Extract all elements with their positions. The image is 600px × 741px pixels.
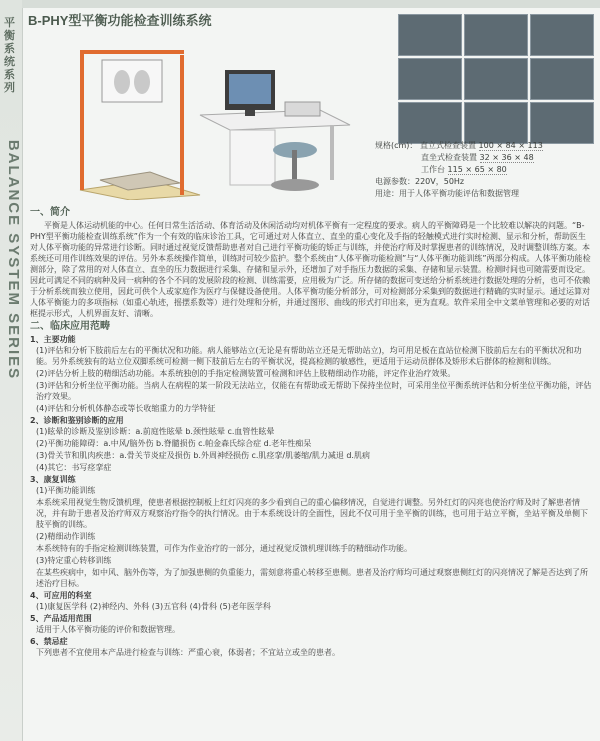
list-item: 下列患者不宜使用本产品进行检查与训练：严重心衰，体弱者；不宜站立或坐的患者。 bbox=[36, 648, 340, 657]
series-name-cn: 平衡系统系列 bbox=[4, 16, 15, 94]
spec-block bbox=[375, 140, 595, 200]
screenshot-thumb bbox=[398, 14, 462, 56]
list-item: (2)平衡功能障碍：a.中风/脑外伤 b.脊髓损伤 c.帕金森氏综合症 d.老年性痴呆 bbox=[36, 439, 312, 448]
product-illustration bbox=[30, 30, 360, 200]
section-title: 一、简介 bbox=[30, 207, 70, 218]
subsection-title: 2、诊断和鉴别诊断的应用 bbox=[30, 416, 124, 425]
list-item: (3)骨关节和肌肉疾患：a.骨关节炎症及损伤 b.外周神经损伤 c.肌痉挛/肌萎缩/肌力减退 d.肌病 bbox=[36, 451, 370, 460]
page-title: B-PHY型平衡功能检查训练系统 bbox=[28, 13, 212, 28]
intro-paragraph: 平衡是人体运动机能的中心。任何日常生活活动、体育活动及休闲活动均对机体平衡有一定程度的要求。病人的平衡障碍是一个比较难以解决的问题。“B-PHY型平衡功能检查训练系统”作为一个有效的临床诊治工具，它可通过对人体直立、直坐的重心变化及手指的轻触模式进行实时检测、显示和分析，帮助医生对人体平衡功能的异常进行诊断。同时通过视觉反馈帮助患者对自己进行平衡功能的矫正与训练，并使治疗师及时掌握患者的训练情况，及时调整训练方案。本系统还可用作训练效果的评估。另外本系统操作简单，训练时可较少监护。整个系统由“人体平衡功能检测”与“人体平衡功能训练”两部分构成。人体平衡功能检测部分，除了常用的对人体直立、直坐的压力数据进行采集、存储和显示外，还增加了对手指压力数据的采集、存储和显示装置。检测时间也可随需要而设定。因此可满足不同的病种及同一病种的各个不同的发展阶段的检测、训练需要，应用极为广泛。所存储的数据可变送给分析系统进行数据处理的分析，也可不依赖于分析系统而独立使用，因此可供个人或家庭作为医疗与保健设备使用。人体平衡功能分析部分，可对检测部分采集到的数据进行精确的实时显示。通过运算对人体平衡能力的多项指标（如重心轨迹，摇摆系数等）进行处理和分析，并通过图形、曲线的形式打印出来，更为直观。软件采用全中文菜单管理和必要的对话框提示形式，人机界面友好、清晰。 bbox=[30, 221, 591, 318]
footprint-left bbox=[114, 70, 130, 94]
screenshot-thumb bbox=[530, 58, 594, 100]
section-title: 二、临床应用范畴 bbox=[30, 321, 110, 332]
desk-leg bbox=[330, 125, 334, 180]
screenshot-thumb bbox=[530, 102, 594, 144]
series-name-en: BALANCE SYSTEM SERIES bbox=[5, 139, 22, 381]
printer bbox=[285, 102, 320, 116]
list-item: 在某些疾病中，如中风、脑外伤等，为了加强患侧的负重能力，需刻意将重心转移至患侧。患者及治疗师均可通过观察患侧红灯的闪亮情况了解是否达到了所述治疗目标。 bbox=[36, 568, 588, 588]
list-item: (3)评估和分析坐位平衡功能。当病人在病程的某一阶段无法站立，仅能在有帮助或无帮助下保持坐位时，可采用坐位平衡系统评估和分析坐位平衡功能，评估治疗效果。 bbox=[36, 381, 592, 401]
frame-post-right bbox=[180, 55, 184, 195]
chair-post bbox=[292, 150, 297, 180]
frame-post-left bbox=[80, 50, 84, 190]
spec-row bbox=[375, 140, 595, 152]
spec-label: 直坐式检查装置 bbox=[421, 153, 477, 162]
spec-value: 32 × 36 × 48 bbox=[479, 153, 534, 162]
screenshot-thumb bbox=[530, 14, 594, 56]
subsection-title: 5、产品适用范围 bbox=[30, 614, 92, 623]
monitor-screen bbox=[229, 74, 271, 104]
subsection-title: 4、可应用的科室 bbox=[30, 591, 92, 600]
list-item: 适用于人体平衡功能的评价和数据管理。 bbox=[36, 625, 180, 634]
monitor-stand bbox=[245, 110, 255, 116]
control-panel bbox=[102, 60, 162, 102]
list-item: (1)评估和分析下肢前后左右的平衡状况和功能。病人能够站立(无论是有帮助站立还是无帮助站立)，均可用足板在直站位检测下肢前后左右的平衡状况和功能。另外系统独有的站立位双脚系统可检测一侧下肢前后左右的平衡状况，提高检测的敏感性，更适用于运动员群体及矫形术后群体的检测和训练。 bbox=[36, 346, 582, 366]
chair-base bbox=[271, 179, 319, 191]
screenshot-thumb bbox=[398, 102, 462, 144]
list-item: (1)康复医学科 (2)神经内、外科 (3)五官科 (4)骨科 (5)老年医学科 bbox=[36, 602, 271, 611]
list-item: 本系统特有的手指定检测训练装置，可作为作业治疗的一部分，通过视觉反馈机理训练手的精细动作功能。 bbox=[36, 544, 412, 553]
list-item: 本系统采用视觉生物反馈机理，使患者根据控制板上红灯闪亮的多少看到自己的重心偏移情况，自觉进行调整。另外红灯的闪亮也使治疗师及时了解患者情况，并有助于患者及治疗师双方观察治疗指令的执行情况。由于本系统设计的全面性，因此不仅可用于坐平衡的训练，也可用于站立平衡，坐站平衡及单侧下肢平衡的训练。 bbox=[36, 498, 588, 529]
spec-label: 工作台 bbox=[421, 165, 445, 174]
screenshot-thumb bbox=[464, 102, 528, 144]
spec-value: 100 × 84 × 113 bbox=[478, 141, 543, 150]
software-screenshots bbox=[398, 14, 594, 144]
list-item: (1)眩晕的诊断及鉴别诊断：a.前庭性眩晕 b.颈性眩晕 c.血管性眩晕 bbox=[36, 427, 275, 436]
spec-row bbox=[375, 152, 595, 164]
frame-bar-top bbox=[80, 50, 184, 54]
subsection-title: 1、主要功能 bbox=[30, 335, 76, 344]
list-item: (1)平衡功能训练 bbox=[36, 486, 96, 495]
header-band bbox=[22, 0, 600, 8]
list-item: (3)特定重心转移训练 bbox=[36, 556, 112, 565]
desk-cabinet bbox=[230, 130, 275, 185]
list-item: (4)评估和分析机体静态或等长收缩重力的力学特征 bbox=[36, 404, 216, 413]
footprint-right bbox=[134, 70, 150, 94]
screenshot-thumb bbox=[464, 58, 528, 100]
desk-top bbox=[200, 110, 350, 130]
list-item: (2)评估分析上肢的精细活动功能。本系统独创的手指定检测装置可检测和评估上肢精细动作功能，评定作业治疗效果。 bbox=[36, 369, 456, 378]
main-content bbox=[30, 205, 592, 659]
screenshot-thumb bbox=[398, 58, 462, 100]
spec-label: 直立式检查装置 bbox=[419, 141, 476, 150]
spec-size-label: 规格(cm)： bbox=[375, 141, 418, 150]
spec-power: 电源参数：220V，50Hz bbox=[375, 177, 465, 186]
list-item: (4)其它：书写痉挛症 bbox=[36, 463, 112, 472]
list-item: (2)精细动作训练 bbox=[36, 532, 96, 541]
spec-usage: 用途：用于人体平衡功能评估和数据管理 bbox=[375, 189, 519, 198]
subsection-title: 6、禁忌症 bbox=[30, 637, 68, 646]
spec-row bbox=[375, 164, 595, 176]
spec-value: 115 × 65 × 80 bbox=[447, 165, 507, 174]
subsection-title: 3、康复训练 bbox=[30, 475, 76, 484]
screenshot-thumb bbox=[464, 14, 528, 56]
sidebar bbox=[0, 0, 23, 741]
